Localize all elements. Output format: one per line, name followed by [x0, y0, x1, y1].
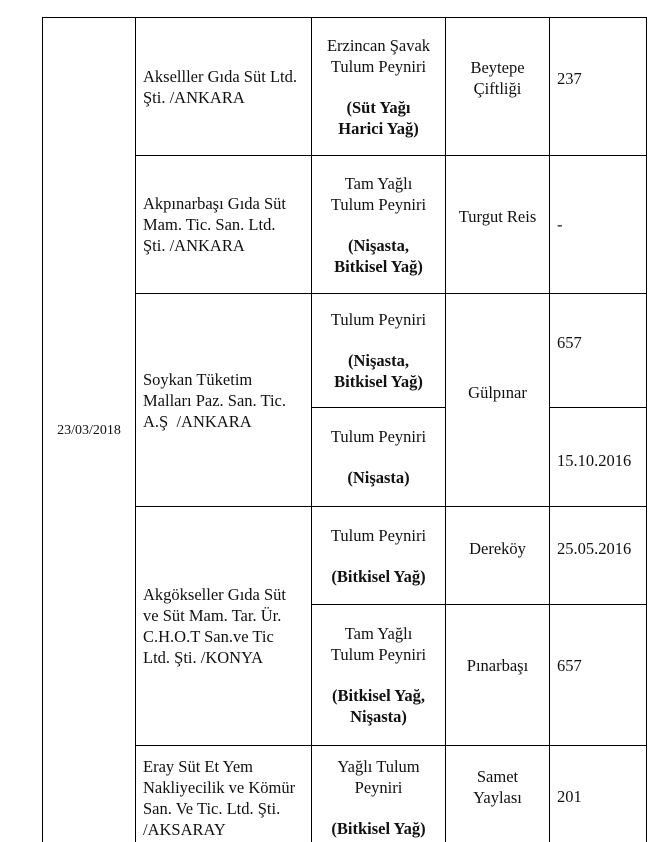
brand-cell	[446, 156, 549, 276]
brand-cell	[446, 507, 549, 589]
company-line: Akselller Gıda Süt Ltd.	[143, 66, 297, 86]
brand-line: Yaylası	[473, 788, 522, 807]
brand-cell	[446, 605, 549, 725]
additive-line: Harici Yağ)	[338, 118, 419, 138]
additive-line: (Bitkisel Yağ)	[331, 566, 426, 586]
brand-line: Çiftliği	[473, 79, 522, 98]
company-line: Şti. /ANKARA	[143, 87, 245, 107]
company-line: Akpınarbaşı Gıda Süt	[143, 194, 286, 213]
lot-text: -	[557, 215, 563, 234]
company-line: ve Süt Mam. Tar. Ür.	[143, 606, 282, 625]
lot-text: 201	[557, 787, 582, 806]
brand-line: Gülpınar	[468, 382, 527, 402]
additive-line: (Bitkisel Yağ)	[331, 819, 426, 838]
additive-line: (Süt Yağı	[346, 97, 411, 117]
lot-text: 25.05.2016	[557, 538, 632, 558]
company-line: /AKSARAY	[143, 820, 226, 839]
product-line: Tulum Peyniri	[330, 56, 427, 76]
additive-line: (Nişasta)	[347, 468, 410, 487]
product-line: Tulum Peyniri	[330, 194, 427, 214]
company-line: Soykan Tüketim	[143, 369, 253, 389]
product-line: Tam Yağlı	[344, 173, 413, 193]
lot-cell	[557, 18, 645, 138]
product-line: Tulum Peyniri	[330, 645, 427, 664]
product-line: Tulum Peyniri	[330, 525, 427, 545]
product-cell	[312, 408, 445, 506]
additive-line: (Nişasta,	[348, 235, 409, 255]
company-line: Şti. /ANKARA	[143, 236, 245, 255]
product-line: Tulum Peyniri	[330, 427, 427, 446]
lot-cell	[557, 408, 645, 512]
additive-line: (Nişasta,	[348, 351, 409, 370]
date-cell	[43, 18, 135, 842]
product-cell	[312, 156, 445, 293]
brand-cell	[446, 294, 549, 490]
company-cell	[143, 156, 309, 293]
lot-cell	[557, 156, 645, 293]
lot-cell	[557, 507, 645, 589]
lot-text: 657	[557, 655, 582, 675]
company-line: Nakliyecilik ve Kömür	[143, 778, 296, 797]
additive-line: Nişasta)	[350, 707, 407, 726]
product-cell	[312, 294, 445, 407]
company-cell	[143, 294, 309, 506]
row-divider	[135, 745, 647, 746]
company-line: A.Ş /ANKARA	[143, 411, 252, 431]
brand-cell	[446, 766, 549, 808]
product-cell	[312, 507, 445, 604]
product-line: Yağlı Tulum	[337, 757, 420, 776]
product-line: Erzincan Şavak	[326, 35, 431, 55]
date-text: 23/03/2018	[57, 422, 121, 438]
brand-line: Beytepe	[470, 58, 525, 77]
company-line: Mam. Tic. San. Ltd.	[143, 215, 276, 234]
company-line: Ltd. Şti. /KONYA	[143, 648, 264, 667]
company-cell	[143, 756, 309, 840]
company-line: Akgökseller Gıda Süt	[143, 585, 286, 604]
product-line: Tulum Peyniri	[330, 310, 427, 329]
product-line: Peyniri	[354, 778, 403, 797]
lot-cell	[557, 786, 645, 807]
brand-cell	[446, 18, 549, 138]
table-divider-brand	[549, 17, 550, 842]
additive-line: (Bitkisel Yağ,	[332, 686, 425, 705]
brand-line: Turgut Reis	[458, 206, 537, 226]
lot-cell	[557, 294, 645, 391]
brand-line: Samet	[476, 767, 519, 786]
company-line: Malları Paz. San. Tic.	[143, 390, 286, 410]
lot-text: 15.10.2016	[557, 450, 632, 470]
product-line: Tam Yağlı	[344, 624, 413, 643]
table-divider-date	[135, 17, 136, 842]
company-line: C.H.O.T San.ve Tic	[143, 627, 274, 646]
product-cell	[312, 18, 445, 155]
product-cell	[312, 605, 445, 745]
company-line: San. Ve Tic. Ltd. Şti.	[143, 799, 281, 818]
table-border-right	[646, 17, 647, 842]
lot-cell	[557, 605, 645, 725]
lot-text: 657	[557, 333, 582, 352]
additive-line: Bitkisel Yağ)	[334, 372, 423, 391]
additive-line: Bitkisel Yağ)	[334, 256, 423, 276]
brand-line: Pınarbaşı	[466, 655, 529, 675]
company-cell	[143, 18, 309, 155]
brand-line: Dereköy	[469, 538, 526, 558]
lot-text: 237	[557, 68, 582, 88]
company-line: Eray Süt Et Yem	[143, 757, 254, 776]
company-cell	[143, 507, 309, 745]
product-cell	[312, 756, 445, 839]
